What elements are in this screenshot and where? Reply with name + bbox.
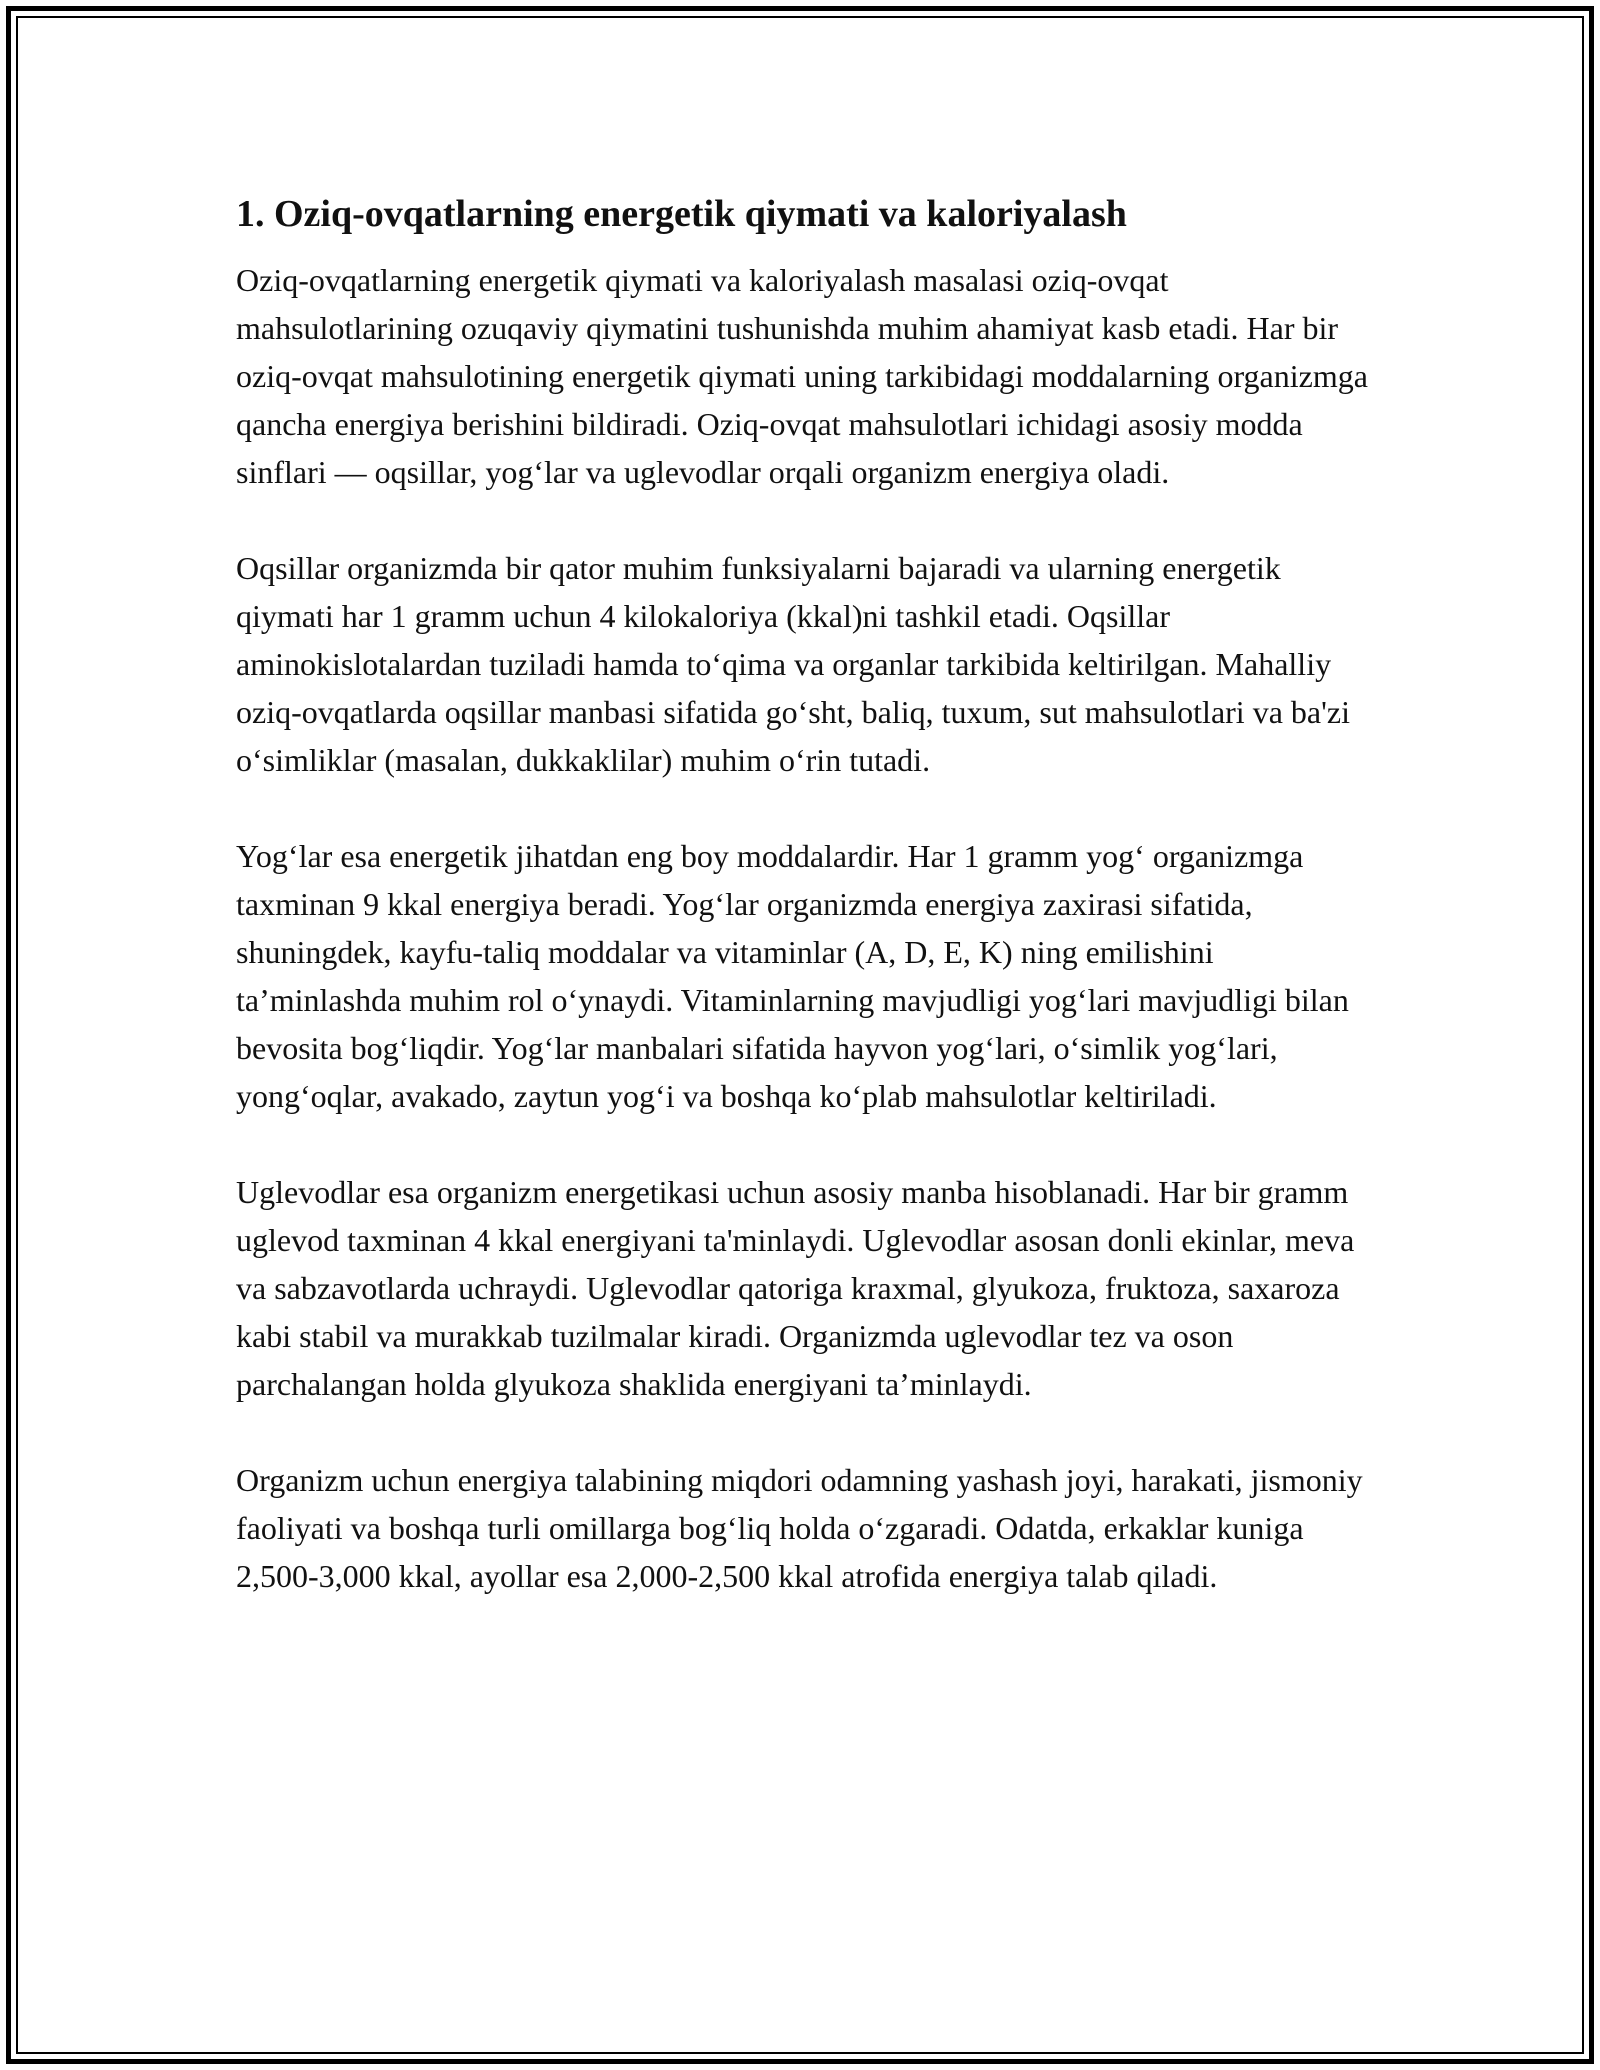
paragraph-carbohydrates: Uglevodlar esa organizm energetikasi uchun asosiy manba hisoblanadi. Har bir gramm uglevod taxminan 4 kkal energiyani ta'minlaydi. Uglevodlar asosan donli ekinlar, meva va sabzavotlarda uchraydi. Uglevodlar qatoriga kraxmal, glyukoza, fruktoza, saxaroza kabi stabil va murakkab tuzilmalar kiradi. Organizmda uglevodlar tez va oson parchalangan holda glyukoza shaklida energiyani ta’minlaydi.	[236, 1174, 1355, 1402]
paragraph-fats: Yog‘lar esa energetik jihatdan eng boy moddalardir. Har 1 gramm yog‘ organizmga taxminan 9 kkal energiya beradi. Yog‘lar organizmda energiya zaxirasi sifatida, shuningdek, kayfu-taliq moddalar va vitaminlar (A, D, E, K) ning emilishini ta’minlashda muhim rol o‘ynaydi. Vitaminlarning mavjudligi yog‘lari mavjudligi bilan bevosita bog‘liqdir. Yog‘lar manbalari sifatida hayvon yog‘lari, o‘simlik yog‘lari, yong‘oqlar, avakado, zaytun yog‘i va boshqa ko‘plab mahsulotlar keltiriladi.	[236, 838, 1349, 1114]
paragraph-proteins: Oqsillar organizmda bir qator muhim funksiyalarni bajaradi va ularning energetik qiymati har 1 gramm uchun 4 kilokaloriya (kkal)ni tashkil etadi. Oqsillar aminokislotalardan tuziladi hamda to‘qima va organlar tarkibida keltirilgan. Mahalliy oziq-ovqatlarda oqsillar manbasi sifatida go‘sht, baliq, tuxum, sut mahsulotlari va ba'zi o‘simliklar (masalan, dukkaklilar) muhim o‘rin tutadi.	[236, 550, 1350, 778]
document-body	[236, 186, 1376, 1648]
paragraph-energy-requirement: Organizm uchun energiya talabining miqdori odamning yashash joyi, harakati, jismoniy faoliyati va boshqa turli omillarga bog‘liq holda o‘zgaradi. Odatda, erkaklar kuniga 2,500-3,000 kkal, ayollar esa 2,000-2,500 kkal atrofida energiya talab qiladi.	[236, 1462, 1363, 1594]
paragraph-intro: Oziq-ovqatlarning energetik qiymati va kaloriyalash masalasi oziq-ovqat mahsulotlarining ozuqaviy qiymatini tushunishda muhim ahamiyat kasb etadi. Har bir oziq-ovqat mahsulotining energetik qiymati uning tarkibidagi moddalarning organizmga qancha energiya berishini bildiradi. Oziq-ovqat mahsulotlari ichidagi asosiy modda sinflari — oqsillar, yog‘lar va uglevodlar orqali organizm energiya oladi.	[236, 262, 1368, 490]
section-heading: 1. Oziq-ovqatlarning energetik qiymati va kaloriyalash	[236, 193, 1127, 235]
